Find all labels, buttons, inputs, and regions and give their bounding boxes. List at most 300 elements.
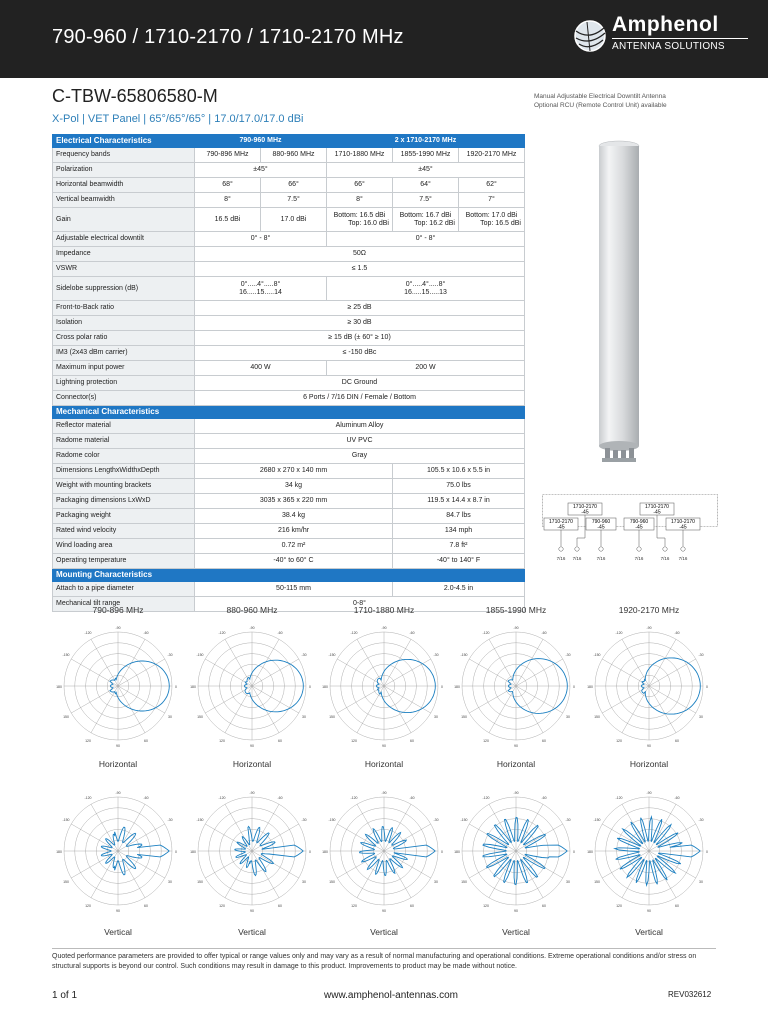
- polar-angle-label: 0: [706, 685, 708, 689]
- polar-grid-spoke: [337, 824, 384, 851]
- row-label: Mechanical tilt range: [53, 597, 195, 612]
- row-label: Packaging weight: [53, 509, 195, 524]
- vertical-pattern-plot: [319, 786, 449, 916]
- row-label: Packaging dimensions LxWxD: [53, 494, 195, 509]
- polar-angle-label: -90: [646, 791, 652, 795]
- row-label: Frequency bands: [53, 148, 195, 163]
- cell-imperial: 119.5 x 14.4 x 8.7 in: [393, 494, 525, 509]
- header-bar: [0, 0, 768, 78]
- antenna-product-image: [596, 140, 642, 470]
- port-box-1: 1710-2170: [549, 519, 573, 525]
- row-label: Isolation: [53, 316, 195, 331]
- table-row: [53, 479, 525, 494]
- table-row: [53, 524, 525, 539]
- polar-angle-label: 30: [302, 880, 306, 884]
- polar-grid-spoke: [357, 686, 384, 733]
- cell-imperial: 84.7 lbs: [393, 509, 525, 524]
- polar-grid-spoke: [357, 639, 384, 686]
- polar-angle-label: -120: [615, 796, 623, 800]
- port-box-2: 790-960: [591, 519, 611, 525]
- polar-angle-label: -90: [249, 626, 255, 630]
- polar-angle-label: -30: [167, 653, 173, 657]
- polar-angle-label: -120: [84, 796, 92, 800]
- polar-angle-label: 120: [219, 904, 225, 908]
- polar-angle-label: -150: [460, 818, 468, 822]
- table-row: [53, 316, 525, 331]
- sls-values: 16.....15.....13: [404, 288, 447, 296]
- polar-angle-label: -60: [277, 631, 283, 635]
- table-row: [53, 346, 525, 361]
- polar-angle-label: 150: [594, 880, 600, 884]
- polar-grid-spoke: [118, 659, 165, 686]
- horizontal-pattern-plot: [53, 621, 183, 751]
- polar-grid-spoke: [649, 686, 676, 733]
- polar-angle-label: -60: [143, 796, 149, 800]
- table-row: [53, 178, 525, 193]
- polar-angle-label: 150: [329, 880, 335, 884]
- row-label: Front-to-Back ratio: [53, 301, 195, 316]
- cell-imperial: 2.0-4.5 in: [393, 582, 525, 597]
- row-label: Sidelobe suppression (dB): [53, 277, 195, 301]
- polar-grid-spoke: [384, 804, 411, 851]
- table-row: [53, 449, 525, 464]
- polar-angle-label: 90: [250, 909, 254, 913]
- row-label: Lightning protection: [53, 376, 195, 391]
- row-label: Maximum input power: [53, 361, 195, 376]
- gain-bottom: Bottom: 17.0 dBi: [465, 211, 518, 219]
- cell: Aluminum Alloy: [195, 419, 525, 434]
- polar-angle-label: 90: [514, 909, 518, 913]
- polar-angle-label: 150: [461, 880, 467, 884]
- port-box-1-pol: -45: [557, 524, 565, 531]
- polar-grid-spoke: [384, 686, 431, 713]
- cell: 50Ω: [195, 247, 525, 262]
- cell: ±45°: [195, 163, 327, 178]
- polar-grid-spoke: [489, 639, 516, 686]
- polar-angle-label: -120: [84, 631, 92, 635]
- polar-grid-spoke: [225, 851, 252, 898]
- polar-grid-spoke: [91, 851, 118, 898]
- band-high-heading: 2 x 1710-2170 MHz: [327, 135, 525, 148]
- cell: [459, 208, 525, 232]
- row-label: Reflector material: [53, 419, 195, 434]
- polar-angle-label: -120: [615, 631, 623, 635]
- sls-angles: 0°.....4°.....8°: [405, 280, 446, 288]
- table-row: [53, 232, 525, 247]
- port-wiring-diagram: [542, 494, 718, 564]
- polar-angle-label: 120: [483, 904, 489, 908]
- polar-angle-label: 30: [566, 715, 570, 719]
- polar-angle-label: 90: [647, 909, 651, 913]
- cell: ≥ 15 dB (± 60° ≥ 10): [195, 331, 525, 346]
- polar-angle-label: 60: [542, 904, 546, 908]
- polar-angle-label: 0: [175, 685, 177, 689]
- polar-angle-label: 30: [434, 715, 438, 719]
- polar-angle-label: -30: [565, 818, 571, 822]
- connector-label: 7/16: [634, 556, 644, 561]
- polar-angle-label: 0: [175, 850, 177, 854]
- polar-angle-label: 90: [647, 744, 651, 748]
- port-label-top-left: 1710-2170: [573, 504, 597, 510]
- spec-table: [52, 134, 525, 612]
- polar-angle-label: -60: [143, 631, 149, 635]
- row-label: Connector(s): [53, 391, 195, 406]
- polar-angle-label: -30: [167, 818, 173, 822]
- polar-angle-label: -120: [350, 796, 358, 800]
- cell-imperial: 134 mph: [393, 524, 525, 539]
- port-label-top-right-pol: -45: [653, 509, 661, 516]
- cell: 64°: [393, 178, 459, 193]
- polar-angle-label: -150: [328, 653, 336, 657]
- cell: 0° - 8°: [327, 232, 525, 247]
- table-row: [53, 361, 525, 376]
- vertical-pattern-plot: [53, 786, 183, 916]
- cell-imperial: 75.0 lbs: [393, 479, 525, 494]
- cell-imperial: 7.8 ft²: [393, 539, 525, 554]
- table-row: [53, 419, 525, 434]
- polar-grid-spoke: [489, 804, 516, 851]
- pattern-band-1: 790-896 MHz: [92, 605, 144, 615]
- table-row: [53, 582, 525, 597]
- amphenol-logo: [572, 10, 752, 66]
- polar-angle-label: -120: [218, 631, 226, 635]
- row-label: Operating temperature: [53, 554, 195, 569]
- row-label: Impedance: [53, 247, 195, 262]
- polar-angle-label: 120: [616, 739, 622, 743]
- band-low-heading: 790-960 MHz: [195, 135, 327, 148]
- disclaimer-text: Quoted performance parameters are provided to offer typical or range values only and may vary as a result of normal manufacturing and operational conditions. Extreme operational conditions and/or stress on structural supports is beyond our control. Such conditions may result in damage to this product. Improvements to product may be made without notice.: [52, 953, 697, 970]
- table-row: [53, 247, 525, 262]
- pattern-band-3: 1710-1880 MHz: [353, 605, 415, 615]
- polar-angle-label: 150: [329, 715, 335, 719]
- polar-angle-label: 0: [441, 685, 443, 689]
- polar-angle-label: -60: [409, 796, 415, 800]
- cell: 0° - 8°: [195, 232, 327, 247]
- product-subtitle: X-Pol | VET Panel | 65°/65°/65° | 17.0/17.0/17.0 dBi: [52, 113, 304, 125]
- brand-rule: [612, 38, 748, 39]
- cell: DC Ground: [195, 376, 525, 391]
- polar-angle-label: -60: [674, 796, 680, 800]
- polar-angle-label: 60: [542, 739, 546, 743]
- polar-angle-label: -60: [277, 796, 283, 800]
- polar-angle-label: 30: [168, 715, 172, 719]
- row-label: Rated wind velocity: [53, 524, 195, 539]
- sls-values: 16.....15.....14: [239, 288, 282, 296]
- row-label: Attach to a pipe diameter: [53, 582, 195, 597]
- table-row: [53, 539, 525, 554]
- cell-metric: 38.4 kg: [195, 509, 393, 524]
- polar-grid-spoke: [384, 686, 411, 733]
- polar-angle-label: 60: [278, 739, 282, 743]
- table-row: [53, 193, 525, 208]
- gain-bottom: Bottom: 16.7 dBi: [399, 211, 452, 219]
- polar-grid-spoke: [384, 851, 431, 878]
- table-row: [53, 277, 525, 301]
- page-title: 790-960 / 1710-2170 / 1710-2170 MHz: [52, 26, 404, 48]
- table-row: [53, 262, 525, 277]
- polar-angle-label: -150: [196, 653, 204, 657]
- polar-angle-label: -30: [565, 653, 571, 657]
- polar-grid-spoke: [384, 639, 411, 686]
- polar-grid-spoke: [91, 639, 118, 686]
- polar-grid-spoke: [516, 804, 543, 851]
- cell: 790-896 MHz: [195, 148, 261, 163]
- polar-grid-spoke: [71, 824, 118, 851]
- table-row: [53, 509, 525, 524]
- polar-angle-label: -120: [218, 796, 226, 800]
- polar-grid-spoke: [225, 639, 252, 686]
- cell: 7°: [459, 193, 525, 208]
- connector-label: 7/16: [572, 556, 582, 561]
- note-line-2: Optional RCU (Remote Control Unit) available: [534, 102, 667, 109]
- polar-angle-label: 30: [168, 880, 172, 884]
- polar-angle-label: 150: [197, 880, 203, 884]
- polar-angle-label: -120: [482, 631, 490, 635]
- polar-grid-spoke: [252, 639, 279, 686]
- polar-angle-label: -30: [301, 653, 307, 657]
- cell: 6 Ports / 7/16 DIN / Female / Bottom: [195, 391, 525, 406]
- port-box-3: 790-960: [629, 519, 649, 525]
- model-number: C-TBW-65806580-M: [52, 86, 218, 106]
- cell: ≥ 25 dB: [195, 301, 525, 316]
- polar-angle-label: 180: [56, 685, 62, 689]
- polar-angle-label: -30: [433, 653, 439, 657]
- polar-angle-label: 150: [197, 715, 203, 719]
- gain-top: Top: 16.0 dBi: [348, 219, 389, 227]
- polar-angle-label: -90: [249, 791, 255, 795]
- table-row: [53, 331, 525, 346]
- caption-horizontal: Horizontal: [98, 759, 138, 769]
- cell-metric: 50-115 mm: [195, 582, 393, 597]
- caption-vertical: Vertical: [502, 927, 530, 937]
- polar-angle-label: 180: [322, 685, 328, 689]
- polar-angle-label: 180: [56, 850, 62, 854]
- caption-vertical: Vertical: [104, 927, 132, 937]
- pattern-band-2: 880-960 MHz: [226, 605, 278, 615]
- website-link[interactable]: www.amphenol-antennas.com: [324, 990, 458, 1001]
- electrical-heading: Electrical Characteristics: [53, 135, 195, 148]
- heading-fill: [195, 569, 525, 582]
- cell-metric: 2680 x 270 x 140 mm: [195, 464, 393, 479]
- polar-grid-spoke: [384, 659, 431, 686]
- sls-angles: 0°.....4°.....8°: [240, 280, 281, 288]
- port-label-top-left-pol: -45: [581, 509, 589, 516]
- polar-angle-label: -150: [593, 818, 601, 822]
- gain-bottom: Bottom: 16.5 dBi: [333, 211, 386, 219]
- polar-angle-label: -60: [541, 796, 547, 800]
- cell: [195, 277, 327, 301]
- polar-angle-label: 30: [434, 880, 438, 884]
- cell: 17.0 dBi: [261, 208, 327, 232]
- polar-angle-label: 60: [144, 739, 148, 743]
- polar-angle-label: 90: [382, 744, 386, 748]
- table-row: [53, 554, 525, 569]
- horizontal-pattern-plot: [319, 621, 449, 751]
- polar-angle-label: 60: [278, 904, 282, 908]
- polar-angle-label: 90: [250, 744, 254, 748]
- row-label: Weight with mounting brackets: [53, 479, 195, 494]
- polar-angle-label: -150: [328, 818, 336, 822]
- polar-angle-label: 120: [85, 739, 91, 743]
- polar-angle-label: -30: [698, 653, 704, 657]
- footer-divider: [52, 948, 716, 949]
- polar-angle-label: 120: [351, 904, 357, 908]
- polar-angle-label: 150: [63, 880, 69, 884]
- table-row: [53, 494, 525, 509]
- polar-angle-label: -90: [646, 626, 652, 630]
- table-row: [53, 464, 525, 479]
- cell: 8°: [327, 193, 393, 208]
- polar-angle-label: -60: [674, 631, 680, 635]
- polar-angle-label: 0: [573, 685, 575, 689]
- polar-angle-label: 150: [63, 715, 69, 719]
- row-label: Dimensions LengthxWidthxDepth: [53, 464, 195, 479]
- cell: 68°: [195, 178, 261, 193]
- table-row: [53, 391, 525, 406]
- polar-grid-spoke: [91, 686, 118, 733]
- polar-angle-label: -150: [593, 653, 601, 657]
- polar-grid-spoke: [205, 824, 252, 851]
- polar-grid-spoke: [516, 639, 543, 686]
- cell: ≥ 30 dB: [195, 316, 525, 331]
- cell: 7.5°: [261, 193, 327, 208]
- polar-angle-label: 180: [190, 685, 196, 689]
- caption-vertical: Vertical: [370, 927, 398, 937]
- polar-angle-label: -90: [513, 626, 519, 630]
- globe-icon: [572, 16, 608, 60]
- electrical-heading-row: [53, 135, 525, 148]
- mounting-heading-row: [53, 569, 525, 582]
- polar-angle-label: -150: [62, 818, 70, 822]
- polar-angle-label: -120: [482, 796, 490, 800]
- polar-angle-label: -60: [409, 631, 415, 635]
- port-box-4: 1710-2170: [671, 519, 695, 525]
- cell-metric: 0.72 m²: [195, 539, 393, 554]
- cell-metric: 3035 x 365 x 220 mm: [195, 494, 393, 509]
- mechanical-heading: Mechanical Characteristics: [53, 406, 195, 419]
- pattern-band-4: 1855-1990 MHz: [485, 605, 547, 615]
- cell: 62°: [459, 178, 525, 193]
- port-box-4-pol: -45: [679, 524, 687, 531]
- polar-angle-label: 150: [461, 715, 467, 719]
- row-label: VSWR: [53, 262, 195, 277]
- connector-label: 7/16: [678, 556, 688, 561]
- polar-grid-spoke: [252, 686, 299, 713]
- polar-angle-label: 0: [309, 685, 311, 689]
- row-label: Polarization: [53, 163, 195, 178]
- polar-grid-spoke: [252, 659, 299, 686]
- polar-grid-spoke: [516, 851, 563, 878]
- polar-grid-spoke: [118, 686, 165, 713]
- row-label: Horizontal beamwidth: [53, 178, 195, 193]
- table-row: [53, 301, 525, 316]
- table-row: [53, 208, 525, 232]
- polar-grid-spoke: [469, 824, 516, 851]
- cell: 66°: [261, 178, 327, 193]
- polar-angle-label: 90: [116, 744, 120, 748]
- polar-grid-spoke: [91, 804, 118, 851]
- cell: 7.5°: [393, 193, 459, 208]
- port-label-top-right: 1710-2170: [645, 504, 669, 510]
- cell-imperial: -40° to 140° F: [393, 554, 525, 569]
- polar-angle-label: 0: [441, 850, 443, 854]
- polar-angle-label: -120: [350, 631, 358, 635]
- pattern-band-5: 1920-2170 MHz: [618, 605, 680, 615]
- cell: UV PVC: [195, 434, 525, 449]
- polar-angle-label: 120: [85, 904, 91, 908]
- table-row: [53, 376, 525, 391]
- polar-angle-label: -90: [381, 626, 387, 630]
- row-label: Cross polar ratio: [53, 331, 195, 346]
- cell: 16.5 dBi: [195, 208, 261, 232]
- polar-angle-label: 30: [699, 880, 703, 884]
- polar-angle-label: 60: [675, 904, 679, 908]
- polar-angle-label: -150: [196, 818, 204, 822]
- polar-grid-spoke: [489, 851, 516, 898]
- polar-angle-label: 90: [514, 744, 518, 748]
- polar-angle-label: 60: [410, 904, 414, 908]
- polar-angle-label: -30: [301, 818, 307, 822]
- polar-grid-spoke: [357, 851, 384, 898]
- polar-grid-spoke: [649, 639, 676, 686]
- polar-angle-label: 90: [382, 909, 386, 913]
- polar-angle-label: 180: [587, 850, 593, 854]
- cell: Gray: [195, 449, 525, 464]
- cell: 880-960 MHz: [261, 148, 327, 163]
- heading-fill: [195, 406, 525, 419]
- polar-angle-label: 30: [302, 715, 306, 719]
- polar-angle-label: 180: [190, 850, 196, 854]
- polar-grid-spoke: [489, 686, 516, 733]
- polar-angle-label: 180: [587, 685, 593, 689]
- row-label: IM3 (2x43 dBm carrier): [53, 346, 195, 361]
- cell: ±45°: [327, 163, 525, 178]
- horizontal-pattern-plot: [187, 621, 317, 751]
- page-number: 1 of 1: [52, 990, 78, 1001]
- brand-name: Amphenol: [612, 13, 719, 36]
- cell: 1855-1990 MHz: [393, 148, 459, 163]
- polar-angle-label: -90: [513, 791, 519, 795]
- row-label: Wind loading area: [53, 539, 195, 554]
- polar-angle-label: 90: [116, 909, 120, 913]
- table-row: [53, 148, 525, 163]
- polar-angle-label: -150: [460, 653, 468, 657]
- row-label: Vertical beamwidth: [53, 193, 195, 208]
- polar-grid-spoke: [516, 851, 543, 898]
- polar-angle-label: 120: [483, 739, 489, 743]
- cell-metric: -40° to 60° C: [195, 554, 393, 569]
- caption-vertical: Vertical: [238, 927, 266, 937]
- polar-angle-label: -60: [541, 631, 547, 635]
- note-line-1: Manual Adjustable Electrical Downtilt Antenna: [534, 93, 666, 100]
- polar-grid-spoke: [252, 686, 279, 733]
- product-note: [534, 92, 734, 110]
- polar-angle-label: 60: [144, 904, 148, 908]
- mechanical-heading-row: [53, 406, 525, 419]
- polar-grid-spoke: [516, 686, 543, 733]
- polar-angle-label: 180: [322, 850, 328, 854]
- caption-horizontal: Horizontal: [496, 759, 536, 769]
- horizontal-pattern-plot: [584, 621, 714, 751]
- cell: 400 W: [195, 361, 327, 376]
- vertical-pattern-plot: [451, 786, 581, 916]
- cell: [393, 208, 459, 232]
- cell-imperial: 105.5 x 10.6 x 5.5 in: [393, 464, 525, 479]
- table-row: [53, 434, 525, 449]
- gain-top: Top: 16.2 dBi: [414, 219, 455, 227]
- polar-angle-label: 120: [219, 739, 225, 743]
- cell: 0-8°: [195, 597, 525, 612]
